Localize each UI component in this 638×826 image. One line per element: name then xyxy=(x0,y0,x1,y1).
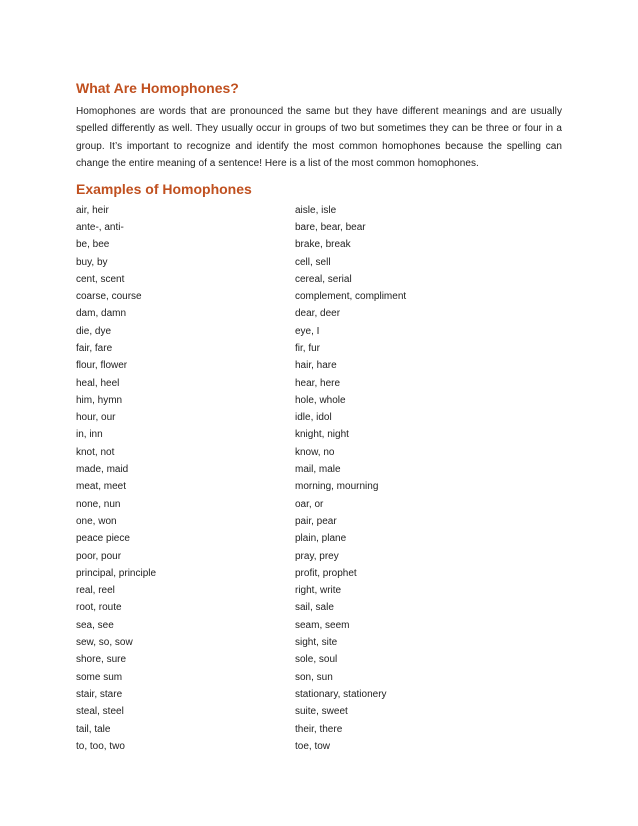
homophone-pair-right: hair, hare xyxy=(295,360,337,372)
homophone-pair-left: poor, pour xyxy=(76,550,122,562)
homophone-pair-left: steal, steel xyxy=(76,706,124,718)
homophone-pair-right: plain, plane xyxy=(295,533,347,545)
homophone-pair-left: none, nun xyxy=(76,498,121,510)
page-title: What Are Homophones? xyxy=(76,80,239,96)
homophone-pair-right: fir, fur xyxy=(295,343,321,354)
homophone-pair-left: flour, flower xyxy=(76,360,128,372)
homophone-pair-left: coarse, course xyxy=(76,291,142,303)
homophone-pair-right: hear, here xyxy=(295,377,341,389)
homophone-pair-left: air, heir xyxy=(76,204,109,216)
homophone-pair-left: root, route xyxy=(76,602,122,614)
homophone-pair-right: idle, idol xyxy=(295,412,332,424)
homophone-pair-left: tail, tale xyxy=(76,723,111,735)
homophone-pair-right: pair, pear xyxy=(295,515,337,527)
homophone-pair-left: cent, scent xyxy=(76,273,125,285)
homophone-pair-left: in, inn xyxy=(76,429,103,441)
homophone-pair-left: sea, see xyxy=(76,619,114,631)
homophone-pair-right: bare, bear, bear xyxy=(295,221,366,233)
examples-heading: Examples of Homophones xyxy=(76,180,252,197)
homophone-pair-right: hole, whole xyxy=(295,394,346,406)
homophone-pair-left: to, too, two xyxy=(76,740,125,752)
homophone-pair-left: some sum xyxy=(76,671,123,683)
homophone-pair-left: die, dye xyxy=(76,325,112,337)
homophone-pair-left: principal, principle xyxy=(76,567,157,579)
intro-paragraph: Homophones are words that are pronounced the same but they have different meanings and are usually spelled differently as well. They usually occur in groups of two but sometimes they can be three or four in a group. It’s important to recognize and identify the most common homophones because the spelling can change the entire meaning of a sentence! Here is a list of the most common homophones. xyxy=(76,106,562,170)
homophone-pair-left: sew, so, sow xyxy=(76,637,133,649)
homophone-pair-right: knight, night xyxy=(295,429,349,441)
homophone-pair-right: sail, sale xyxy=(295,602,334,614)
homophone-pair-right: toe, tow xyxy=(295,740,331,752)
homophone-pair-right: eye, I xyxy=(295,325,320,337)
homophone-pair-right: pray, prey xyxy=(295,550,339,562)
homophone-pair-left: peace piece xyxy=(76,533,130,545)
homophone-pair-left: be, bee xyxy=(76,239,110,251)
homophone-pair-left: fair, fare xyxy=(76,343,113,354)
homophone-pair-right: seam, seem xyxy=(295,619,350,631)
homophone-list xyxy=(76,202,562,756)
homophone-pair-right: cell, sell xyxy=(295,256,331,268)
homophone-pair-right: brake, break xyxy=(295,239,351,251)
homophone-pair-right: complement, compliment xyxy=(295,291,407,303)
homophone-pair-right: mail, male xyxy=(295,464,341,476)
homophone-pair-right: profit, prophet xyxy=(295,567,357,579)
homophone-pair-left: him, hymn xyxy=(76,394,123,406)
homophone-pair-right: sole, soul xyxy=(295,654,338,666)
homophone-pair-right: right, write xyxy=(295,585,342,597)
homophone-pair-right: son, sun xyxy=(295,671,333,683)
homophone-pair-left: hour, our xyxy=(76,412,116,424)
homophone-pair-right: dear, deer xyxy=(295,308,341,320)
homophone-pair-right: morning, mourning xyxy=(295,481,379,493)
homophone-pair-left: meat, meet xyxy=(76,481,127,493)
homophone-pair-right: their, there xyxy=(295,723,343,735)
homophone-pair-left: stair, stare xyxy=(76,688,123,700)
homophone-pair-left: dam, damn xyxy=(76,308,127,320)
homophone-pair-left: one, won xyxy=(76,515,117,527)
homophone-pair-left: ante-, anti- xyxy=(76,221,124,233)
homophone-pair-right: oar, or xyxy=(295,498,324,510)
homophone-pair-right: know, no xyxy=(295,446,335,458)
homophone-pair-left: buy, by xyxy=(76,256,108,268)
homophone-pair-right: cereal, serial xyxy=(295,273,352,285)
homophone-pair-right: sight, site xyxy=(295,637,338,649)
homophone-pair-right: stationary, stationery xyxy=(295,688,387,700)
homophone-pair-left: made, maid xyxy=(76,464,129,476)
homophone-pair-right: suite, sweet xyxy=(295,706,348,718)
homophone-pair-left: real, reel xyxy=(76,585,115,597)
homophone-pair-left: heal, heel xyxy=(76,377,120,389)
homophone-pair-left: shore, sure xyxy=(76,654,127,666)
homophone-pair-right: aisle, isle xyxy=(295,204,337,216)
homophone-pair-left: knot, not xyxy=(76,446,115,458)
